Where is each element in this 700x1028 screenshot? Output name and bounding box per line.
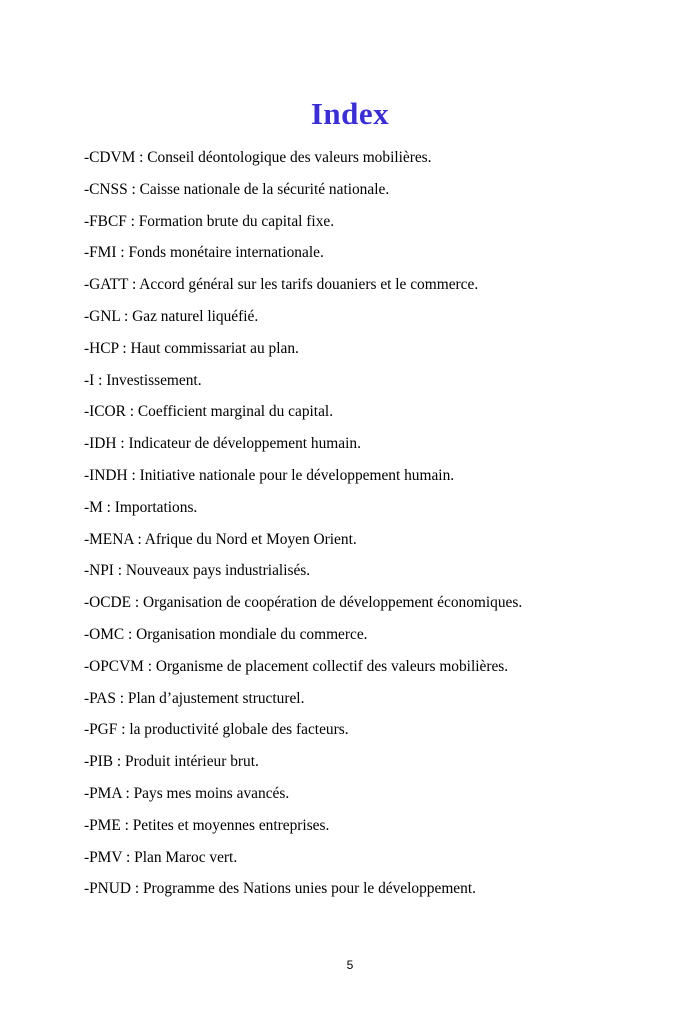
abbreviation-entry: -ICOR : Coefficient marginal du capital. (84, 403, 334, 421)
abbreviation-entry: -OMC : Organisation mondiale du commerce. (84, 625, 368, 643)
abbreviation-entry: -FMI : Fonds monétaire internationale. (84, 244, 324, 262)
abbreviation-entry: -OCDE : Organisation de coopération de développement économiques. (84, 594, 523, 612)
abbreviation-entry: -HCP : Haut commissariat au plan. (84, 339, 299, 357)
abbreviation-entry: -PMV : Plan Maroc vert. (84, 848, 238, 866)
abbreviation-entry: -MENA : Afrique du Nord et Moyen Orient. (84, 530, 357, 548)
abbreviation-entry: -PIB : Produit intérieur brut. (84, 753, 259, 771)
abbreviation-entry: -FBCF : Formation brute du capital fixe. (84, 212, 335, 230)
abbreviation-entry: -PNUD : Programme des Nations unies pour le développement. (84, 880, 476, 898)
page-number: 5 (346, 958, 354, 972)
abbreviation-entry: -NPI : Nouveaux pays industrialisés. (84, 562, 311, 580)
abbreviation-entry: -OPCVM : Organisme de placement collectif des valeurs mobilières. (84, 657, 509, 675)
abbreviation-entry: -PGF : la productivité globale des facteurs. (84, 721, 349, 739)
abbreviation-entry: -M : Importations. (84, 498, 198, 516)
abbreviation-entry: -CNSS : Caisse nationale de la sécurité nationale. (84, 180, 390, 198)
abbreviation-list (84, 142, 684, 905)
abbreviation-entry: -INDH : Initiative nationale pour le développement humain. (84, 466, 455, 484)
abbreviation-entry: -GNL : Gaz naturel liquéfié. (84, 307, 259, 325)
abbreviation-entry: -PMA : Pays mes moins avancés. (84, 784, 290, 802)
page-title: Index (310, 96, 390, 131)
abbreviation-entry: -IDH : Indicateur de développement humain. (84, 435, 361, 453)
abbreviation-entry: -PME : Petites et moyennes entreprises. (84, 816, 330, 834)
abbreviation-entry: -CDVM : Conseil déontologique des valeurs mobilières. (84, 149, 432, 166)
abbreviation-entry: -PAS : Plan d’ajustement structurel. (84, 689, 305, 707)
abbreviation-entry: -GATT : Accord général sur les tarifs douaniers et le commerce. (84, 276, 479, 294)
abbreviation-entry: -I : Investissement. (84, 371, 202, 389)
